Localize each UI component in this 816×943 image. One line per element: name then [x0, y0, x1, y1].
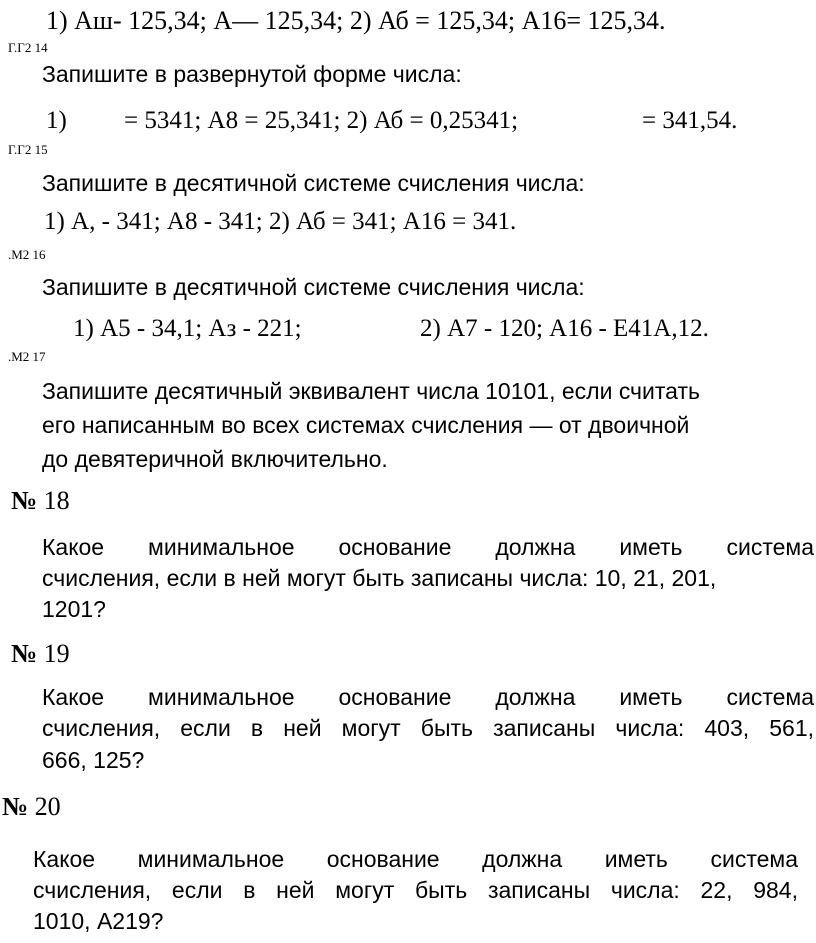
- exercise-17-label: .М2 17: [8, 349, 46, 364]
- problem-19-line-3: 666, 125?: [42, 747, 145, 773]
- exercise-16-part-2: 2) А7 - 120; А16 - Е41А,12.: [420, 315, 709, 342]
- problem-19-heading: [11, 639, 70, 669]
- problem-number: 19: [43, 639, 70, 668]
- problem-18-line-1: Какое минимальное основание должна иметь система: [42, 534, 814, 560]
- problem-20-line-1: Какое минимальное основание должна иметь система: [33, 846, 798, 872]
- exercise-14-item-1: 1): [46, 107, 67, 134]
- exercise-15-line: 1) А, - 341; А8 - 341; 2) Аб = 341; А16 = 341.: [44, 208, 517, 235]
- problem-18-line-2: счисления, если в ней могут быть записаны числа: 10, 21, 201,: [42, 565, 717, 591]
- exercise-17-line-3: до девятеричной включительно.: [42, 446, 388, 472]
- problem-18-line-3: 1201?: [42, 596, 106, 622]
- number-sign: №: [2, 792, 29, 821]
- exercise-16-label: .М2 16: [8, 247, 46, 262]
- problem-18-heading: [11, 486, 70, 516]
- exercise-15-label: Г.Г2 15: [8, 142, 48, 157]
- exercise-15-title: Запишите в десятичной системе счисления числа:: [42, 170, 585, 196]
- problem-19-line-2: счисления, если в ней могут быть записаны числа: 403, 561,: [42, 715, 814, 741]
- problem-number: 20: [34, 792, 61, 821]
- problem-20-line-3: 1010, А219?: [33, 908, 164, 934]
- number-sign: №: [11, 639, 38, 668]
- problem-number: 18: [43, 486, 70, 515]
- exercise-14-title: Запишите в развернутой форме числа:: [42, 61, 462, 87]
- exercise-13-line: 1) Аш- 125,34; А— 125,34; 2) Аб = 125,34; А16= 125,34.: [46, 6, 666, 35]
- exercise-14-items: = 5341; А8 = 25,341; 2) Аб = 0,25341;: [124, 107, 519, 134]
- exercise-16-title: Запишите в десятичной системе счисления числа:: [42, 274, 585, 300]
- exercise-17-line-1: Запишите десятичный эквивалент числа 10101, если считать: [42, 378, 700, 404]
- number-sign: №: [11, 486, 38, 515]
- exercise-14-item-last: = 341,54.: [642, 107, 738, 134]
- problem-20-line-2: счисления, если в ней могут быть записаны числа: 22, 984,: [33, 877, 798, 903]
- problem-19-line-1: Какое минимальное основание должна иметь система: [42, 684, 814, 710]
- exercise-16-part-1: 1) А5 - 34,1; Аз - 221;: [73, 315, 302, 342]
- problem-20-heading: [2, 792, 61, 822]
- exercise-14-label: Г.Г2 14: [8, 40, 48, 55]
- exercise-17-line-2: его написанным во всех системах счисления — от двоичной: [42, 412, 690, 438]
